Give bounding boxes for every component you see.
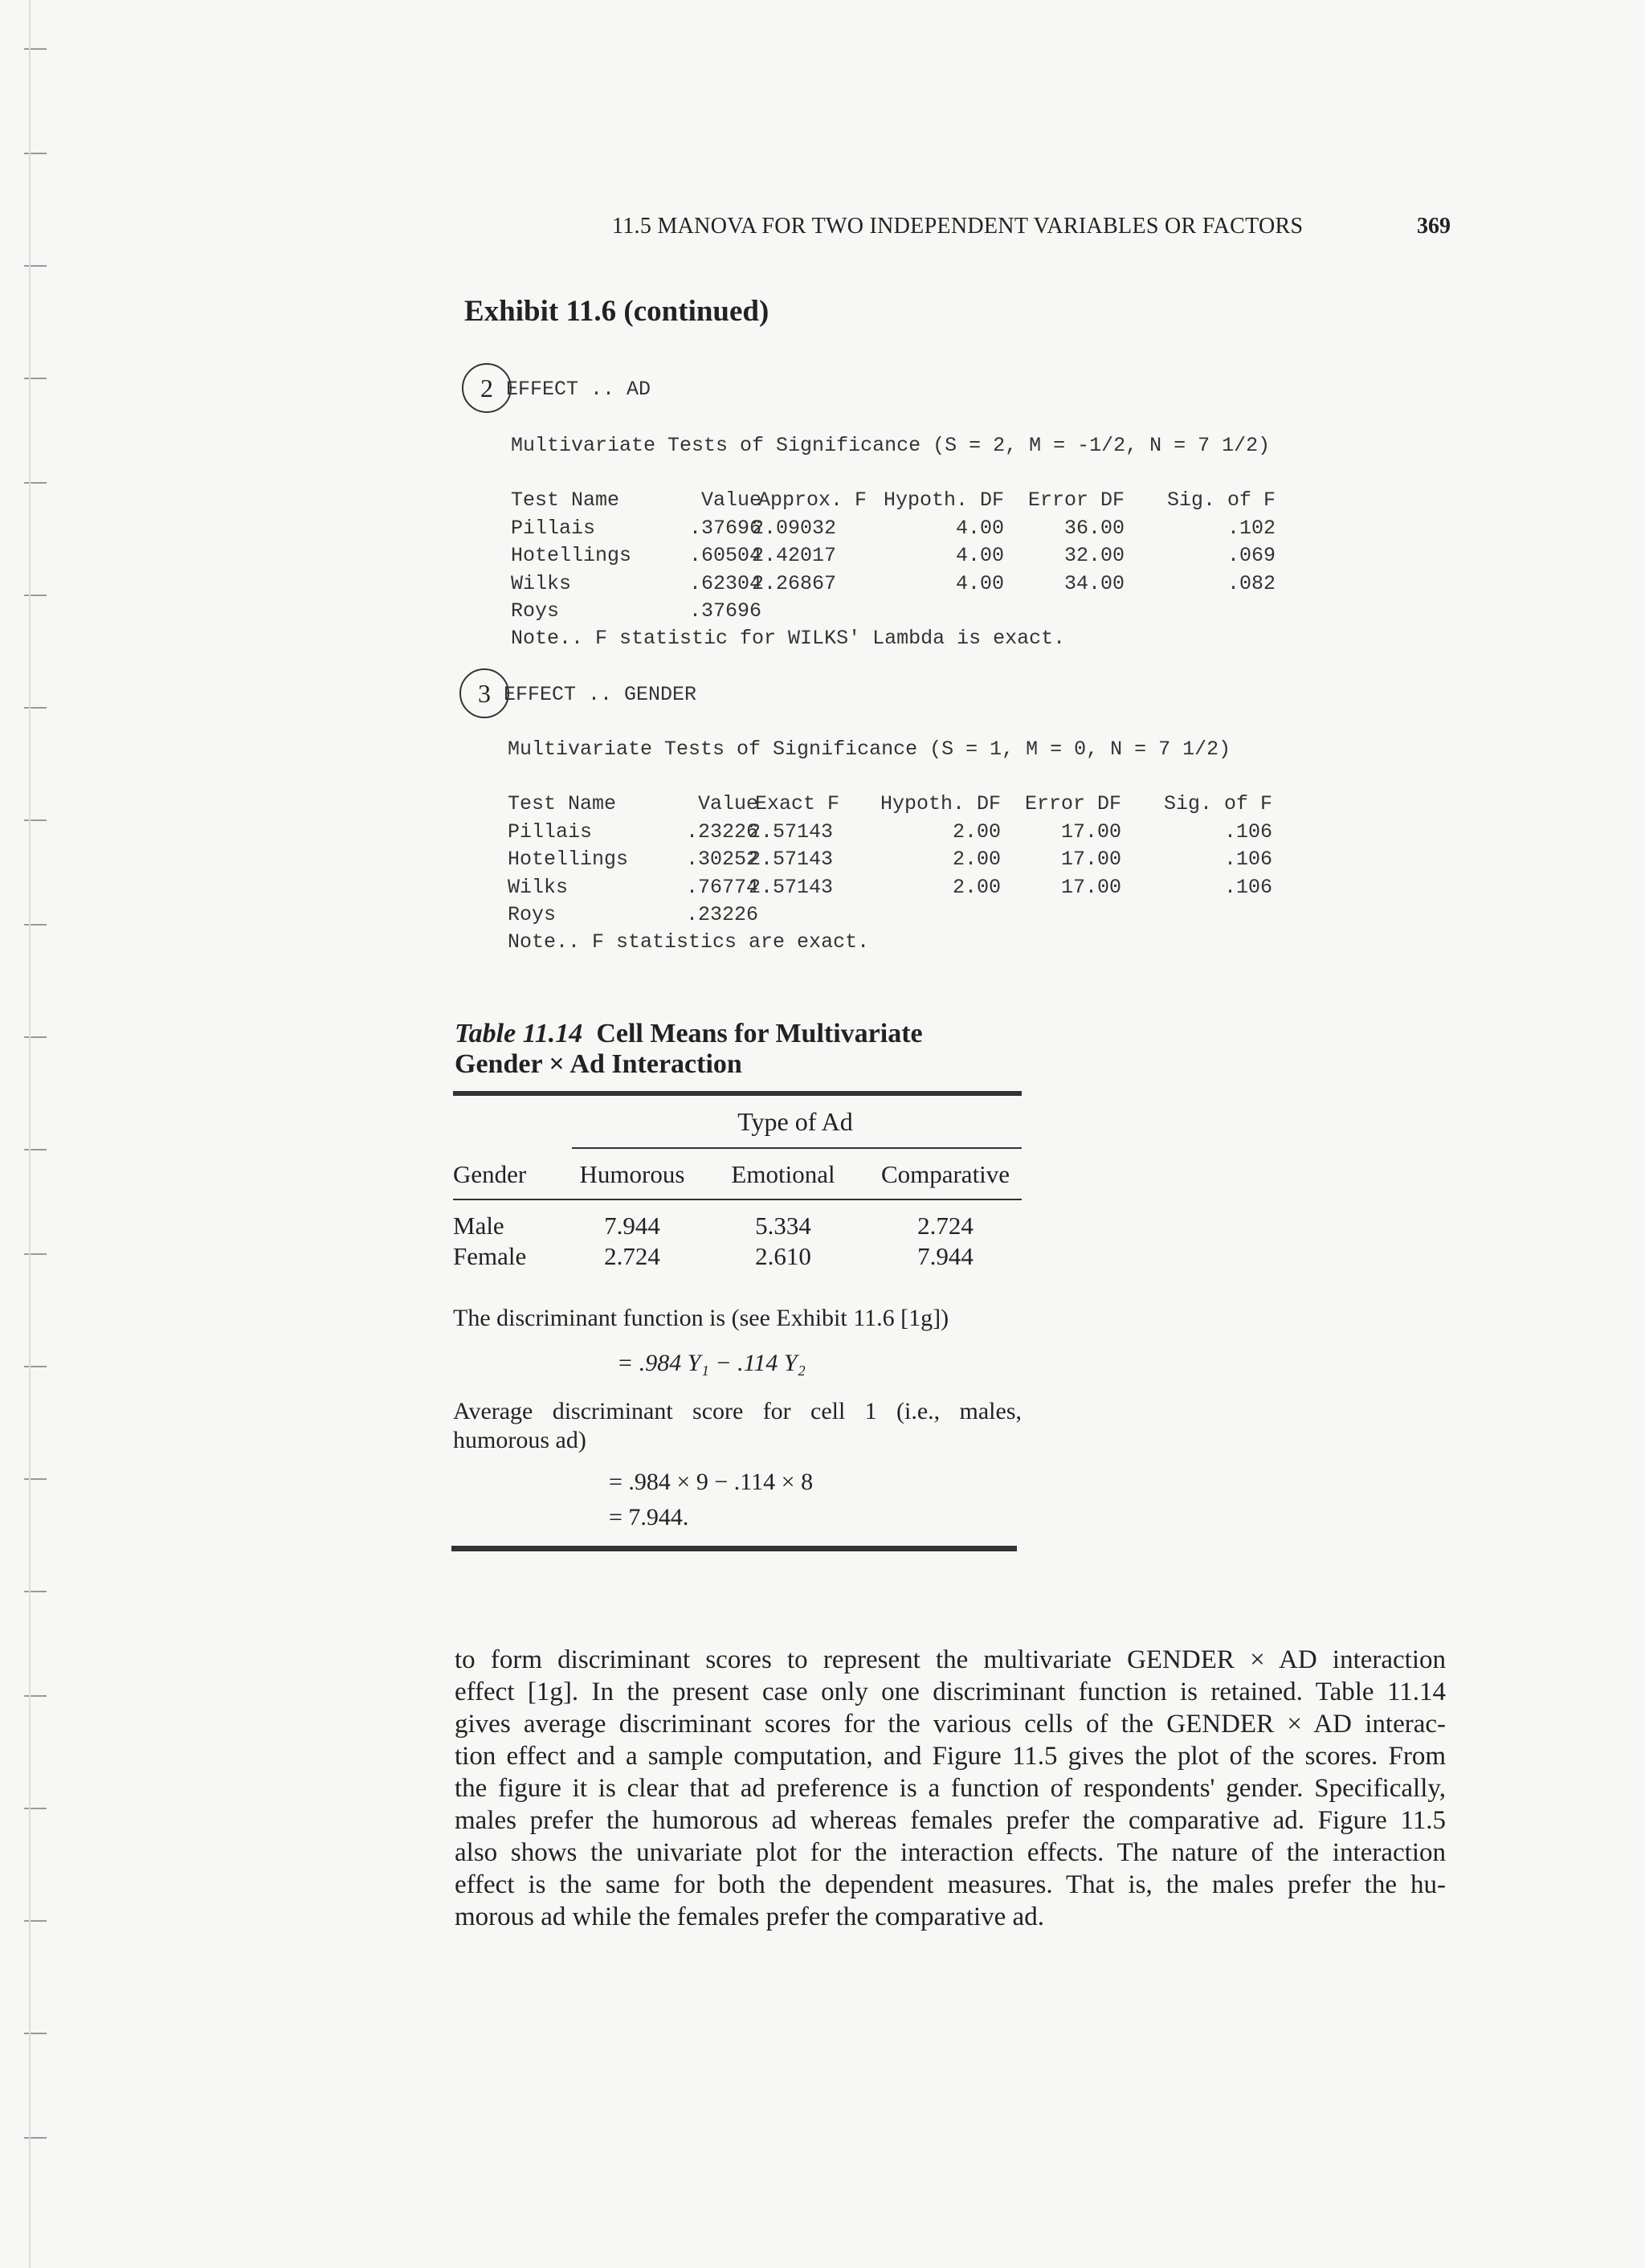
effect-note: Note.. F statistic for WILKS' Lambda is exact.	[511, 627, 1066, 650]
table-header-row	[508, 792, 1279, 819]
table-row	[511, 517, 1282, 544]
table-cell: Pillais	[511, 516, 596, 540]
table-cell: 17.00	[1060, 819, 1121, 844]
table-row	[508, 820, 1279, 848]
table-cell: .082	[1227, 571, 1276, 595]
margin-mark	[24, 265, 47, 267]
table-spanner: Type of Ad	[737, 1107, 853, 1136]
table-cell: Pillais	[508, 819, 593, 844]
paragraph-line: effect is the same for both the dependent measures. That is, the males prefer the hu-	[455, 1870, 1446, 1899]
paragraph-line: morous ad while the females prefer the comparative ad.	[455, 1902, 1044, 1931]
table-cell: Hotellings	[511, 544, 632, 567]
column-header: Emotional	[731, 1160, 835, 1188]
margin-mark	[24, 1366, 47, 1367]
column-header: Hypoth. DF	[880, 792, 1001, 815]
margin-mark	[24, 707, 47, 709]
table-row	[511, 544, 1282, 571]
page-number: 369	[1417, 214, 1451, 239]
table-cell: Male	[453, 1212, 504, 1240]
effect-subtitle: Multivariate Tests of Significance (S = 2, M = -1/2, N = 7 1/2)	[511, 434, 1271, 457]
table-cell: 7.944	[917, 1242, 974, 1270]
table-cell: 36.00	[1063, 516, 1125, 540]
table-caption	[455, 1019, 1065, 1080]
table-cell: .23226	[685, 903, 758, 926]
table-row	[508, 848, 1279, 875]
column-header: Exact F	[755, 792, 840, 815]
table-row	[511, 599, 1282, 627]
table-cell: Wilks	[511, 571, 572, 595]
sample-calculation: = 7.944.	[609, 1504, 689, 1530]
table-cell: 2.00	[952, 819, 1001, 844]
margin-mark	[24, 1149, 47, 1150]
table-cell: 32.00	[1063, 544, 1125, 567]
column-header: Hypoth. DF	[883, 488, 1004, 512]
table-cell: 7.944	[604, 1212, 660, 1240]
table-cell: 4.00	[955, 544, 1004, 567]
column-header: Value	[700, 488, 761, 512]
table-cell: 2.26867	[752, 571, 837, 595]
table-cell: Hotellings	[508, 848, 629, 871]
effect-subtitle: Multivariate Tests of Significance (S = 1, M = 0, N = 7 1/2)	[508, 738, 1231, 761]
margin-mark	[24, 48, 47, 50]
margin-mark	[24, 1808, 47, 1809]
page-margin-line	[29, 0, 31, 2268]
table-cell: .30252	[685, 848, 758, 871]
table-cell: .069	[1227, 544, 1276, 567]
effect-note: Note.. F statistics are exact.	[508, 930, 870, 954]
table-cell: 2.00	[952, 848, 1001, 871]
table-cell: 2.724	[604, 1242, 660, 1270]
table-cell: 4.00	[955, 571, 1004, 595]
body-paragraph	[455, 1644, 1446, 1933]
table-cell: .102	[1227, 516, 1276, 540]
column-header: Test Name	[511, 488, 620, 512]
table-cell: 4.00	[955, 516, 1004, 540]
column-header: Gender	[453, 1160, 527, 1188]
column-header: Approx. F	[758, 488, 867, 512]
table-cell: 2.610	[755, 1242, 811, 1270]
table-cell: 2.724	[917, 1212, 974, 1240]
margin-mark	[24, 153, 47, 154]
table-cell: .106	[1223, 848, 1272, 871]
table-cell: 2.09032	[752, 516, 837, 540]
table-cell: .106	[1223, 819, 1272, 844]
margin-mark	[24, 1695, 47, 1697]
table-cell: .37696	[688, 516, 761, 540]
table-label: Table 11.14	[455, 1019, 583, 1048]
table-cell: .23226	[685, 819, 758, 844]
table-cell: .37696	[688, 599, 761, 623]
spanner-rule	[572, 1147, 1022, 1149]
table-cell: 17.00	[1060, 848, 1121, 871]
column-header: Test Name	[508, 792, 617, 815]
table-cell: .60504	[688, 544, 761, 567]
circled-marker: 2	[462, 363, 512, 413]
table-bottom-rule	[451, 1546, 1017, 1551]
exhibit-title: Exhibit 11.6 (continued)	[464, 295, 769, 328]
table-cell: .62304	[688, 571, 761, 595]
effect-title: EFFECT .. AD	[506, 378, 651, 401]
column-header: Comparative	[880, 1160, 1010, 1188]
table-cell: 2.00	[952, 875, 1001, 899]
margin-mark	[24, 2137, 47, 2139]
margin-mark	[24, 1591, 47, 1592]
table-row	[508, 876, 1279, 903]
table-cell: 2.57143	[749, 848, 834, 871]
table-footnote: Average discriminant score for cell 1 (i.e., males,	[453, 1398, 1022, 1424]
table-caption-line: Gender × Ad Interaction	[455, 1049, 742, 1079]
paragraph-line: effect [1g]. In the present case only one discriminant function is retained. Table 11.14	[455, 1678, 1446, 1706]
table-row	[511, 572, 1282, 599]
table-footnote: humorous ad)	[453, 1427, 586, 1453]
column-header: Sig. of F	[1163, 792, 1272, 815]
table-cell: Wilks	[508, 875, 569, 899]
table-cell: 17.00	[1060, 875, 1121, 899]
circled-marker: 3	[459, 668, 509, 718]
table-cell: Roys	[508, 903, 557, 926]
table-caption-line: Cell Means for Multivariate	[596, 1019, 923, 1048]
table-header-row	[511, 488, 1282, 516]
margin-mark	[24, 1036, 47, 1038]
margin-mark	[24, 819, 47, 821]
paragraph-line: to form discriminant scores to represent the multivariate GENDER × AD interaction	[455, 1645, 1446, 1674]
column-header: Humorous	[579, 1160, 685, 1188]
margin-mark	[24, 924, 47, 926]
table-cell: 2.57143	[749, 819, 834, 844]
margin-mark	[24, 2033, 47, 2034]
table-cell: .76774	[685, 875, 758, 899]
table-cell: .106	[1223, 875, 1272, 899]
table-cell: 34.00	[1063, 571, 1125, 595]
table-footnote: The discriminant function is (see Exhibit 11.6 [1g])	[453, 1305, 949, 1331]
table-cell: 2.57143	[749, 875, 834, 899]
header-rule	[453, 1199, 1022, 1200]
margin-mark	[24, 482, 47, 484]
paragraph-line: the figure it is clear that ad preference is a function of respondents' gender. Specifically,	[455, 1774, 1446, 1803]
paragraph-line: tion effect and a sample computation, and Figure 11.5 gives the plot of the scores. From	[455, 1742, 1446, 1771]
table-cell: Female	[453, 1242, 527, 1270]
sample-calculation: = .984 × 9 − .114 × 8	[609, 1469, 814, 1495]
paragraph-line: males prefer the humorous ad whereas females prefer the comparative ad. Figure 11.5	[455, 1806, 1446, 1835]
margin-mark	[24, 595, 47, 596]
running-head: 11.5 MANOVA FOR TWO INDEPENDENT VARIABLES OR FACTORS	[612, 214, 1304, 239]
table-cell: Roys	[511, 599, 560, 623]
discriminant-formula: = .984 Y₁ − .114 Y₂	[617, 1350, 806, 1376]
margin-mark	[24, 1478, 47, 1480]
column-header: Sig. of F	[1166, 488, 1276, 512]
margin-mark	[24, 1920, 47, 1922]
margin-mark	[24, 1253, 47, 1255]
column-header: Error DF	[1024, 792, 1121, 815]
table-row	[508, 903, 1279, 930]
column-header: Error DF	[1027, 488, 1125, 512]
column-header: Value	[697, 792, 758, 815]
effect-title: EFFECT .. GENDER	[504, 683, 697, 706]
table-cell: 5.334	[755, 1212, 811, 1240]
paragraph-line: also shows the univariate plot for the interaction effects. The nature of the interaction	[455, 1838, 1446, 1867]
paragraph-line: gives average discriminant scores for the various cells of the GENDER × AD interac-	[455, 1710, 1446, 1739]
margin-mark	[24, 378, 47, 379]
table-top-rule	[453, 1091, 1022, 1096]
table-cell: 2.42017	[752, 544, 837, 567]
